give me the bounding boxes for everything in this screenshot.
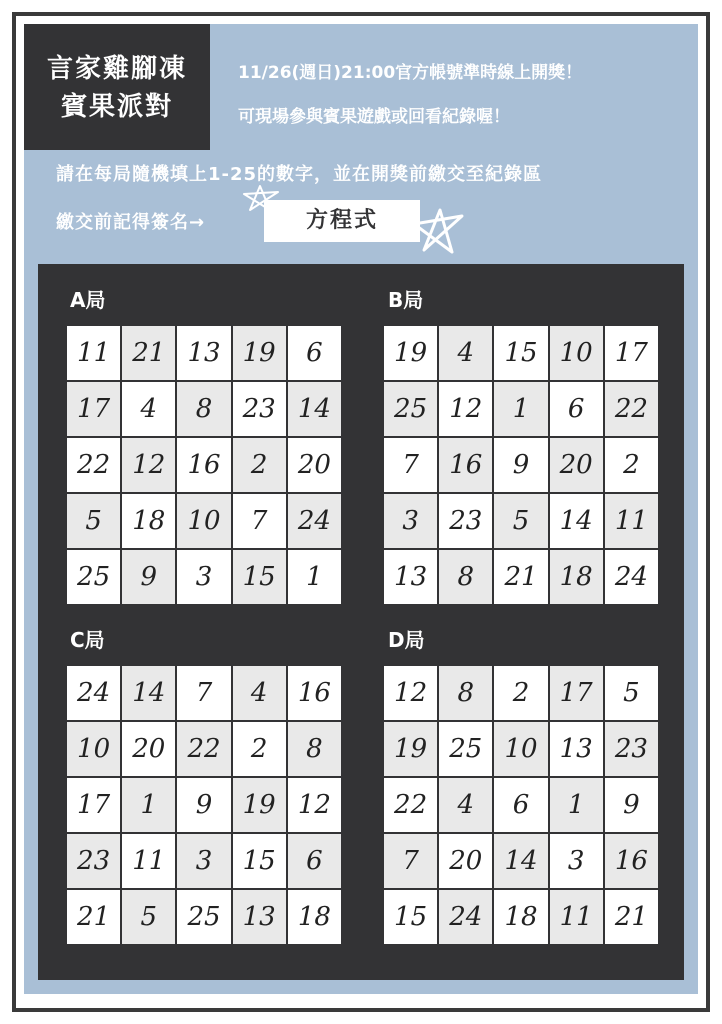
bingo-cell[interactable]: 19: [384, 326, 437, 380]
bingo-cell[interactable]: 21: [494, 550, 547, 604]
bingo-cell[interactable]: 2: [494, 666, 547, 720]
bingo-cell[interactable]: 16: [177, 438, 230, 492]
bingo-cell[interactable]: 13: [233, 890, 286, 944]
bingo-cell[interactable]: 11: [67, 326, 120, 380]
title-box: [24, 24, 210, 150]
bingo-cell[interactable]: 15: [233, 834, 286, 888]
bingo-cell[interactable]: 1: [550, 778, 603, 832]
title-line-2: 賓果派對: [60, 92, 173, 122]
bingo-cell[interactable]: 14: [494, 834, 547, 888]
bingo-cell[interactable]: 12: [439, 382, 492, 436]
bingo-cell[interactable]: 12: [288, 778, 341, 832]
bingo-cell[interactable]: 25: [177, 890, 230, 944]
bingo-cell[interactable]: 5: [122, 890, 175, 944]
bingo-cell[interactable]: 6: [288, 834, 341, 888]
bingo-cell[interactable]: 6: [288, 326, 341, 380]
bingo-cell[interactable]: 8: [439, 666, 492, 720]
bingo-cell[interactable]: 4: [439, 326, 492, 380]
bingo-cell[interactable]: 10: [177, 494, 230, 548]
bingo-cell[interactable]: 23: [67, 834, 120, 888]
bingo-cell[interactable]: 3: [177, 834, 230, 888]
bingo-cell[interactable]: 7: [384, 438, 437, 492]
bingo-cell[interactable]: 18: [494, 890, 547, 944]
bingo-cell[interactable]: 17: [67, 382, 120, 436]
bingo-cell[interactable]: 13: [177, 326, 230, 380]
bingo-cell[interactable]: 12: [384, 666, 437, 720]
bingo-cell[interactable]: 17: [67, 778, 120, 832]
round-a-label: A局: [70, 288, 106, 312]
bingo-cell[interactable]: 2: [233, 438, 286, 492]
bingo-cell[interactable]: 18: [122, 494, 175, 548]
bingo-cell[interactable]: 25: [384, 382, 437, 436]
bingo-cell[interactable]: 2: [605, 438, 658, 492]
bingo-cell[interactable]: 19: [233, 326, 286, 380]
bingo-cell[interactable]: 22: [605, 382, 658, 436]
bingo-cell[interactable]: 21: [122, 326, 175, 380]
bingo-cell[interactable]: 16: [288, 666, 341, 720]
bingo-cell[interactable]: 25: [67, 550, 120, 604]
star-doodle-icon: [410, 206, 466, 256]
bingo-cell[interactable]: 17: [605, 326, 658, 380]
bingo-cell[interactable]: 5: [605, 666, 658, 720]
bingo-cell[interactable]: 7: [177, 666, 230, 720]
bingo-cell[interactable]: 13: [550, 722, 603, 776]
bingo-cell[interactable]: 20: [439, 834, 492, 888]
bingo-cell[interactable]: 22: [67, 438, 120, 492]
bingo-cell[interactable]: 10: [67, 722, 120, 776]
bingo-cell[interactable]: 3: [550, 834, 603, 888]
info-line-1: 11/26(週日)21:00官方帳號準時線上開獎！: [238, 63, 583, 83]
bingo-cell[interactable]: 24: [439, 890, 492, 944]
round-d-label: D局: [388, 628, 425, 652]
bingo-cell[interactable]: 22: [384, 778, 437, 832]
instruction-line-1: 請在每局隨機填上1-25的數字，並在開獎前繳交至紀錄區: [56, 164, 543, 185]
bingo-cell[interactable]: 4: [122, 382, 175, 436]
bingo-cell[interactable]: 11: [550, 890, 603, 944]
bingo-cell[interactable]: 25: [439, 722, 492, 776]
bingo-cell[interactable]: 4: [439, 778, 492, 832]
bingo-cell[interactable]: 23: [605, 722, 658, 776]
bingo-cell[interactable]: 3: [384, 494, 437, 548]
bingo-cell[interactable]: 20: [288, 438, 341, 492]
bingo-cell[interactable]: 21: [605, 890, 658, 944]
bingo-cell[interactable]: 3: [177, 550, 230, 604]
bingo-card-b: [384, 326, 658, 604]
bingo-cell[interactable]: 9: [122, 550, 175, 604]
bingo-cell[interactable]: 7: [233, 494, 286, 548]
bingo-cell[interactable]: 9: [177, 778, 230, 832]
title-line-1: 言家雞腳凍: [46, 54, 187, 84]
bingo-card-d: [384, 666, 658, 944]
bingo-cell[interactable]: 5: [67, 494, 120, 548]
bingo-card-a: [67, 326, 341, 604]
bingo-cell[interactable]: 15: [494, 326, 547, 380]
bingo-card-c: [67, 666, 341, 944]
bingo-cell[interactable]: 19: [233, 778, 286, 832]
bingo-cell[interactable]: 11: [605, 494, 658, 548]
bingo-cell[interactable]: 14: [288, 382, 341, 436]
round-b-label: B局: [388, 288, 424, 312]
bingo-cell[interactable]: 14: [550, 494, 603, 548]
bingo-cell[interactable]: 12: [122, 438, 175, 492]
bingo-cell[interactable]: 16: [605, 834, 658, 888]
instruction-line-2: 繳交前記得簽名→: [56, 212, 206, 233]
bingo-cell[interactable]: 23: [439, 494, 492, 548]
signature-text: 方程式: [305, 208, 378, 233]
bingo-cell[interactable]: 17: [550, 666, 603, 720]
bingo-cell[interactable]: 16: [439, 438, 492, 492]
bingo-cell[interactable]: 21: [67, 890, 120, 944]
bingo-cell[interactable]: 2: [233, 722, 286, 776]
bingo-cell[interactable]: 10: [550, 326, 603, 380]
bingo-cell[interactable]: 8: [439, 550, 492, 604]
bingo-cell[interactable]: 15: [233, 550, 286, 604]
bingo-cell[interactable]: 6: [550, 382, 603, 436]
round-c-label: C局: [70, 628, 105, 652]
bingo-cell[interactable]: 1: [288, 550, 341, 604]
bingo-cell[interactable]: 13: [384, 550, 437, 604]
bingo-cell[interactable]: 11: [122, 834, 175, 888]
bingo-cell[interactable]: 1: [122, 778, 175, 832]
bingo-cell[interactable]: 23: [233, 382, 286, 436]
bingo-cell[interactable]: 4: [233, 666, 286, 720]
bingo-cell[interactable]: 24: [288, 494, 341, 548]
bingo-cell[interactable]: 15: [384, 890, 437, 944]
bingo-cell[interactable]: 8: [177, 382, 230, 436]
bingo-cell[interactable]: 9: [605, 778, 658, 832]
bingo-cell[interactable]: 7: [384, 834, 437, 888]
bingo-cell[interactable]: 22: [177, 722, 230, 776]
bingo-cell[interactable]: 24: [605, 550, 658, 604]
info-line-2: 可現場參與賓果遊戲或回看紀錄喔！: [238, 107, 510, 127]
bingo-cell[interactable]: 6: [494, 778, 547, 832]
bingo-cell[interactable]: 24: [67, 666, 120, 720]
bingo-cell[interactable]: 14: [122, 666, 175, 720]
bingo-cell[interactable]: 9: [494, 438, 547, 492]
bingo-cell[interactable]: 5: [494, 494, 547, 548]
bingo-cell[interactable]: 18: [550, 550, 603, 604]
bingo-cell[interactable]: 18: [288, 890, 341, 944]
signature-box[interactable]: [264, 200, 420, 242]
bingo-cell[interactable]: 10: [494, 722, 547, 776]
bingo-cell[interactable]: 8: [288, 722, 341, 776]
bingo-cell[interactable]: 1: [494, 382, 547, 436]
bingo-cell[interactable]: 20: [550, 438, 603, 492]
bingo-cell[interactable]: 20: [122, 722, 175, 776]
bingo-cell[interactable]: 19: [384, 722, 437, 776]
